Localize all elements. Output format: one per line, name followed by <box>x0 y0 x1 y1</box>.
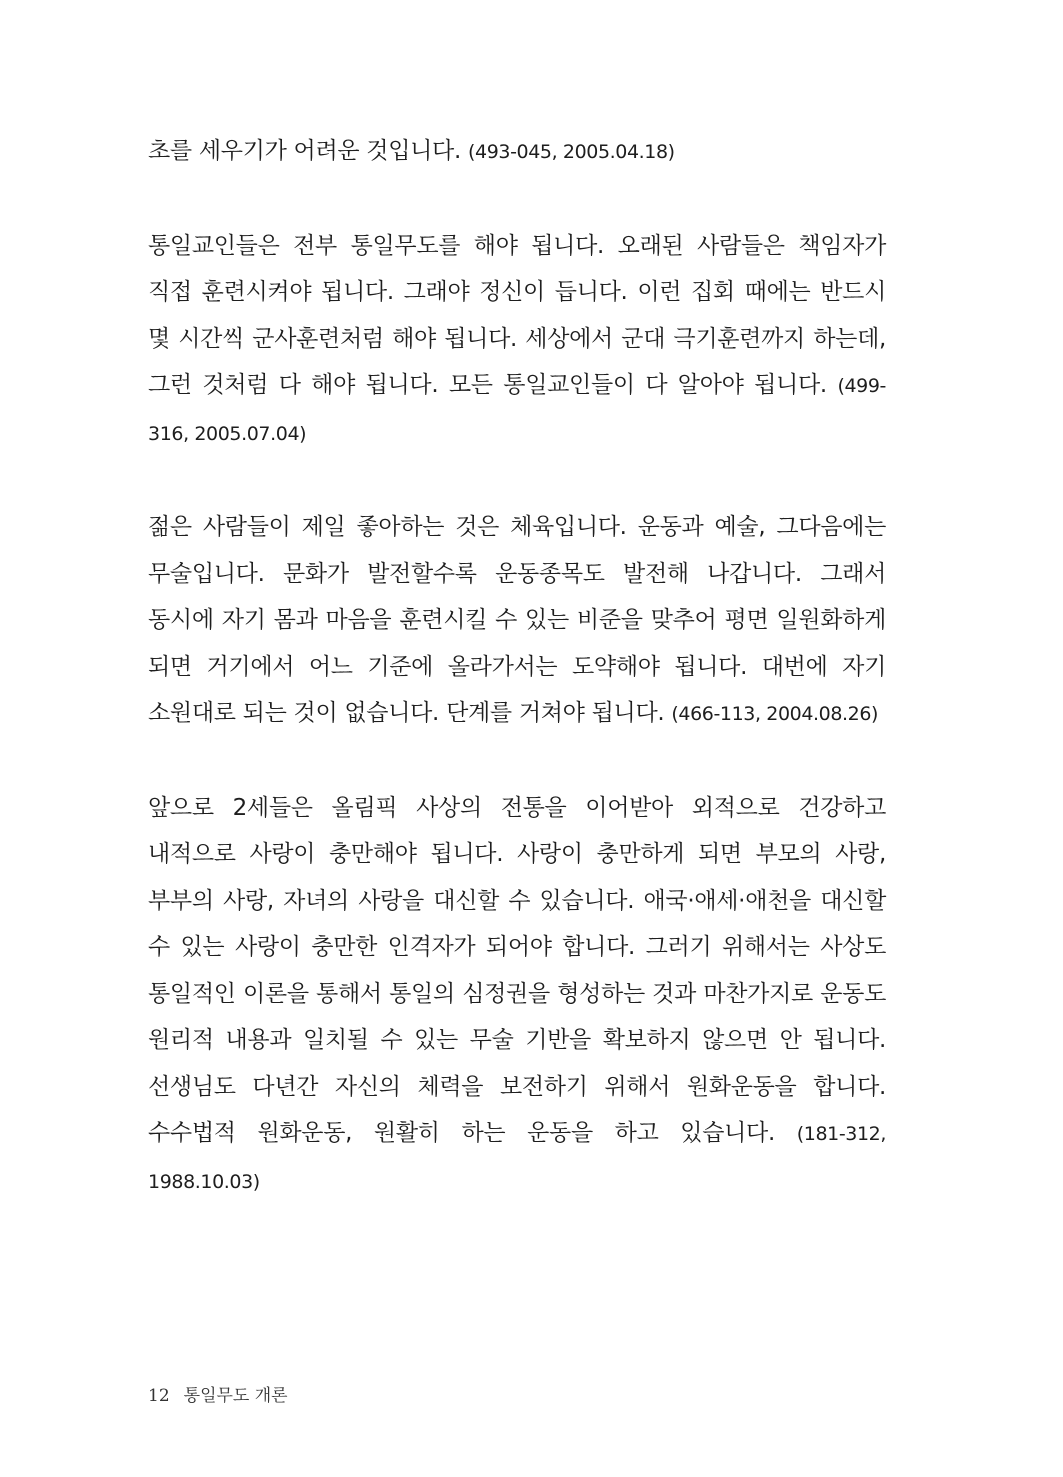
paragraph-2 <box>148 223 886 458</box>
citation: (181-312, 1988.10.03) <box>148 1123 886 1193</box>
paragraph-1 <box>148 128 886 176</box>
book-title: 통일무도 개론 <box>183 1386 288 1406</box>
paragraph-text: 앞으로 2세들은 올림픽 사상의 전통을 이어받아 외적으로 건강하고 내적으로 사랑이 충만해야 됩니다. 사랑이 충만하게 되면 부모의 사랑, 부부의 사랑, 자녀의 사랑을 대신할 수 있습니다. 애국·애세·애천을 대신할 수 있는 사랑이 충만한 인격자가 되어야 합니다. 그러기 위해서는 사상도 통일적인 이론을 통해서 통일의 심정권을 형성하는 것과 마찬가지로 운동도 원리적 내용과 일치될 수 있는 무술 기반을 확보하지 않으면 안 됩니다. 선생님도 다년간 자신의 체력을 보전하기 위해서 원화운동을 합니다. 수수법적 원화운동, 원활히 하는 운동을 하고 있습니다. <box>148 794 886 1146</box>
page-body <box>148 128 886 1205</box>
page-footer <box>148 1381 288 1406</box>
paragraph-gap <box>148 738 886 785</box>
citation: (493-045, 2005.04.18) <box>468 141 675 163</box>
paragraph-gap <box>148 457 886 504</box>
paragraph-gap <box>148 176 886 223</box>
paragraph-4 <box>148 785 886 1206</box>
paragraph-text: 젊은 사람들이 제일 좋아하는 것은 체육입니다. 운동과 예술, 그다음에는 무술입니다. 문화가 발전할수록 운동종목도 발전해 나갑니다. 그래서 동시에 자기 몸과 마음을 훈련시킬 수 있는 비준을 맞추어 평면 일원화하게 되면 거기에서 어느 기준에 올라가서는 도약해야 됩니다. 대번에 자기 소원대로 되는 것이 없습니다. 단계를 거쳐야 됩니다. <box>148 514 886 726</box>
page-number: 12 <box>148 1386 170 1406</box>
citation: (499-316, 2005.07.04) <box>148 375 886 445</box>
citation: (466-113, 2004.08.26) <box>671 703 879 725</box>
paragraph-text: 초를 세우기가 어려운 것입니다. <box>148 138 468 164</box>
paragraph-text: 통일교인들은 전부 통일무도를 해야 됩니다. 오래된 사람들은 책임자가 직접 훈련시켜야 됩니다. 그래야 정신이 듭니다. 이런 집회 때에는 반드시 몇 시간씩 군사훈련처럼 해야 됩니다. 세상에서 군대 극기훈련까지 하는데, 그런 것처럼 다 해야 됩니다. 모든 통일교인들이 다 알아야 됩니다. <box>148 232 886 398</box>
paragraph-3 <box>148 504 886 738</box>
